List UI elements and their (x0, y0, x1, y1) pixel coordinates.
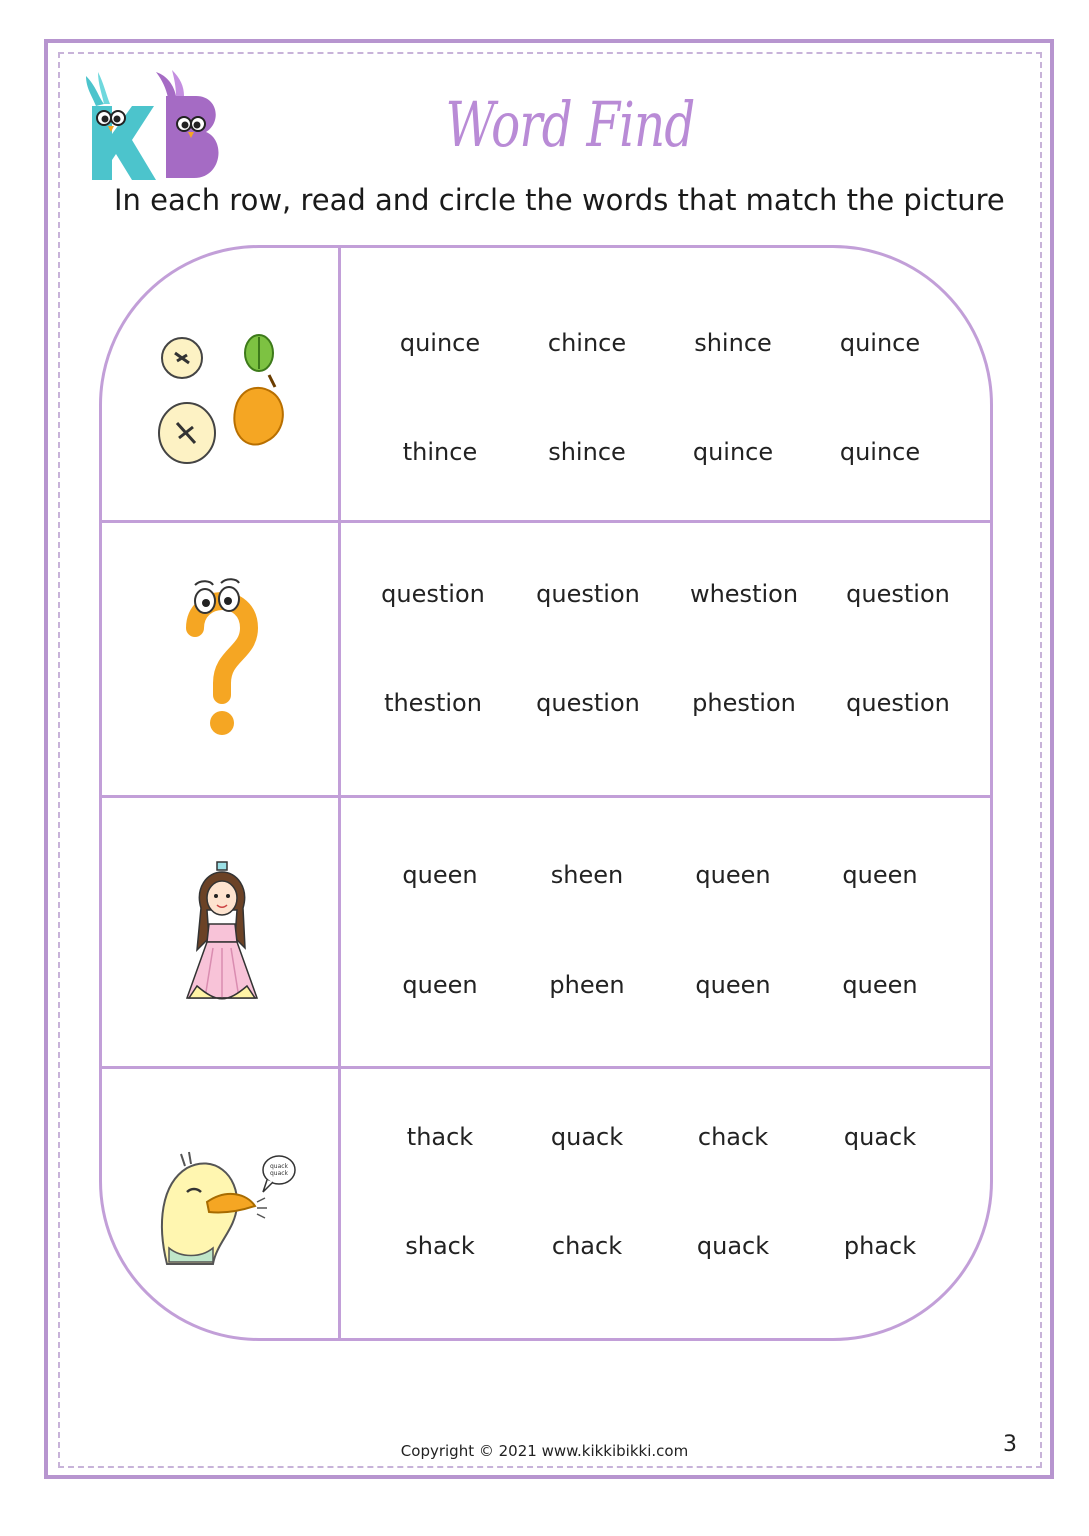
word-option[interactable]: quince (839, 329, 921, 357)
word-option[interactable]: thack (406, 1123, 474, 1151)
word-option[interactable]: whestion (689, 580, 799, 608)
queen-picture (142, 853, 302, 1013)
word-option[interactable]: phestion (692, 689, 796, 717)
word-option[interactable]: shince (548, 438, 626, 466)
word-row-1 (102, 248, 990, 520)
word-option[interactable]: queen (402, 971, 478, 999)
word-option[interactable]: queen (695, 971, 771, 999)
word-option[interactable]: question (536, 580, 640, 608)
worksheet-title: Word Find (445, 88, 695, 161)
word-option[interactable]: thestion (384, 689, 482, 717)
word-option[interactable]: quince (692, 438, 774, 466)
word-option[interactable]: question (381, 580, 485, 608)
word-option[interactable]: chack (697, 1123, 769, 1151)
word-row-4 (102, 1069, 990, 1341)
question-picture (142, 573, 302, 743)
quince-icon (147, 323, 297, 473)
word-option[interactable]: question (846, 580, 950, 608)
word-option[interactable]: shince (694, 329, 772, 357)
instruction-text: In each row, read and circle the words that match the picture (114, 183, 1005, 217)
queen-icon (177, 858, 267, 1008)
word-option[interactable]: queen (842, 861, 918, 889)
duck-picture (142, 1129, 302, 1289)
word-option[interactable]: thince (402, 438, 478, 466)
word-option[interactable]: queen (402, 861, 478, 889)
word-option[interactable]: chince (547, 329, 627, 357)
word-option[interactable]: queen (695, 861, 771, 889)
word-option[interactable]: queen (842, 971, 918, 999)
word-option[interactable]: sheen (550, 861, 624, 889)
word-option[interactable]: shack (405, 1232, 475, 1260)
logo-k-letter (86, 72, 156, 180)
speech-bubble-text: quack (269, 1163, 289, 1170)
word-row-2 (102, 523, 990, 795)
word-option[interactable]: quack (550, 1123, 624, 1151)
question-mark-icon (177, 573, 267, 743)
copyright-footer: Copyright © 2021 www.kikkibikki.com (400, 1442, 689, 1460)
word-option[interactable]: question (846, 689, 950, 717)
word-option[interactable]: phack (843, 1232, 917, 1260)
word-option[interactable]: quince (399, 329, 481, 357)
word-row-3 (102, 798, 990, 1066)
quince-picture (142, 318, 302, 478)
speech-bubble-text: quack (269, 1170, 289, 1177)
word-option[interactable]: question (536, 689, 640, 717)
word-option[interactable]: quack (843, 1123, 917, 1151)
page-number: 3 (1003, 1432, 1017, 1457)
duck-icon (147, 1144, 297, 1274)
logo-b-letter (156, 70, 219, 178)
word-option[interactable]: pheen (549, 971, 625, 999)
word-option[interactable]: chack (551, 1232, 623, 1260)
kb-logo (76, 66, 226, 184)
word-find-board (99, 245, 993, 1341)
word-option[interactable]: quince (839, 438, 921, 466)
word-option[interactable]: quack (696, 1232, 770, 1260)
